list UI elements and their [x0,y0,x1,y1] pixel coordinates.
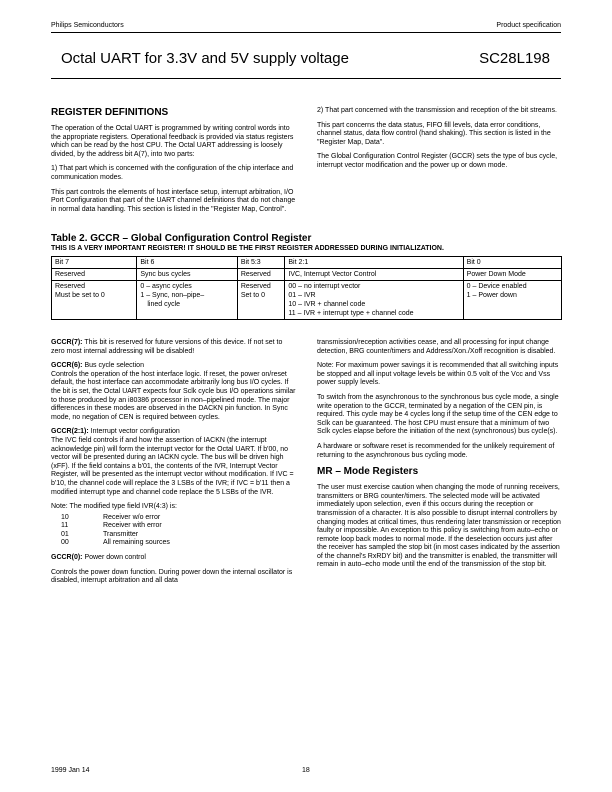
type-code: 00 [61,539,69,547]
table-row [52,269,562,281]
table-header-cell: Bit 5:3 [237,257,285,269]
type-description: Receiver w/o error [103,513,161,521]
ivr-type-list [51,514,297,548]
cell-line: Reserved [240,283,271,290]
mode-registers-heading: MR – Mode Registers [317,466,419,478]
bit-label: GCCR(0): [51,554,83,562]
list-item [51,514,297,523]
list-item [51,531,297,540]
gccr-table [51,256,562,320]
cell-line: Reserved [55,283,85,290]
gccr-bit-descriptions [51,339,297,592]
gccr21-description: The IVC field controls if and how the assertion of IACKN (the interrupt acknowledge pin) will form the interrupt vector for the Octal UART. If b'00, no vector will be presented during an IACKN cycle. The bus will be driven high (xFF). If the field contains a b'01, the contents of the IVR, Interrupt Vector Register, will be presented as the interrupt vector without modification. If IVC = b'10, the channel code will replace the 3 LSBs of the IVR; if IVC = b'11 then a modified interrupt type and channel code replace the 5 LSBs of the IVR. [51,436,294,496]
paragraph: The Global Configuration Control Register (GCCR) sets the type of bus cycle, interrupt vector modification and the power up or down mode. [317,153,558,169]
table-cell: Reserved [237,269,285,281]
bit-label-text: Interrupt vector configuration [88,428,180,436]
document-type: Product specification [496,22,561,29]
type-description: Transmitter [103,530,139,538]
gccr21-heading [51,428,297,437]
power-and-mode-section [317,339,562,576]
cell-line: 0 – Device enabled [466,283,527,290]
cell-line: 1 – Sync, non–pipe– [140,292,205,299]
table-cell: IVC, Interrupt Vector Control [285,269,463,281]
gccr0-description: Controls the power down function. During power down the internal oscillator is disabled, interrupt arbitration and all data [51,568,293,585]
table-header-cell: Bit 6 [137,257,237,269]
bit-label-text: Bus cycle selection [82,362,144,370]
paragraph: The operation of the Octal UART is programmed by writing control words into the appropriate registers. Operational feedback is provided via status registers which can be read by the host CPU. The Octal UART addressing is loosely divided, by the address bit A(7), into two parts: [51,125,294,158]
power-note: Note: For maximum power savings it is recommended that all switching inputs be stopped and all input voltage levels be within 0.5 volt of the Vcc and Vss power supply levels. [317,362,559,387]
cell-line: Must be set to 0 [55,292,105,299]
title-divider [51,78,561,79]
table-header-cell: Bit 7 [52,257,137,269]
table-header-row [52,257,562,269]
register-definitions-heading: REGISTER DEFINITIONS [51,107,169,118]
paragraph: To switch from the asynchronous to the synchronous bus cycle mode, a single write operation to the GCCR, terminated by a negation of the CEN pin, is required. This cycle may be 4 cycles long if the setup time of the CEN edge to Sclk can be guaranteed. The host CPU must ensure that a minimum of two Sclk cycles elapse before the initiation of the next (synchronous) bus cycle(s). [317,393,559,436]
type-code: 11 [61,522,69,530]
table-header-cell: Bit 0 [463,257,561,269]
table-cell: Reserved [52,269,137,281]
paragraph: A hardware or software reset is recommended for the unlikely requirement of returning to the asynchronous bus cycling mode. [317,442,555,459]
bit-label: GCCR(7): [51,339,83,346]
cell-line: 01 – IVR [288,292,316,299]
bit-label: GCCR(2:1): [51,428,89,436]
table-warning: THIS IS A VERY IMPORTANT REGISTER! IT SHOULD BE THE FIRST REGISTER ADDRESSED DURING INITIALIZATION. [51,245,444,252]
bit-label: GCCR(6): [51,362,83,370]
cell-line: 00 – no interrupt vector [288,283,361,290]
gccr0-heading [51,554,297,563]
gccr6-description: Controls the operation of the host interface logic. If reset, the power on/reset default, the host interface can accommodate arbitrarily long bus I/O cycles. If the bit is set, the Octal UART expects four Sclk cycle bus I/O operations similar to those produced by an i80386 processor in non–pipelined mode. The major differences in these modes are observed in the DACKN pin function. In Sync mode, no negation of CEN is required between cycles. [51,370,296,421]
cell-line: lined cycle [147,301,181,308]
register-definitions-right [317,107,562,177]
type-description: Receiver with error [103,522,162,530]
company-name: Philips Semiconductors [51,22,124,29]
paragraph: This part concerns the data status, FIFO fill levels, data error conditions, channel status, data flow control (hand shaking). This section is listed in the "Register Map, Data". [317,121,551,146]
table-cell: Power Down Mode [463,269,561,281]
register-definitions-left [51,107,297,220]
paragraph: transmission/reception activities cease, and all processing for input change detection, BRG counter/timers and Address/Xon./Xoff recognition is disabled. [317,339,556,355]
footer-date: 1999 Jan 14 [51,767,90,774]
note-intro: Note: The modified type field IVR(4:3) is: [51,503,177,511]
header-divider [51,32,561,33]
table-cell [52,281,137,320]
table-cell [463,281,561,320]
table-cell [137,281,237,320]
gccr6-heading [51,362,297,371]
gccr7-description [51,339,297,356]
part-number: SC28L198 [479,50,550,67]
cell-line: 0 – async cycles [140,283,192,290]
cell-line: Set to 0 [240,292,265,299]
list-item [51,539,297,548]
paragraph: This part controls the elements of host interface setup, interrupt arbitration, I/O Port Configuration that part of the UART channel definitions that do not change in normal data handling. This section is listed in the "Register Map, Control". [51,188,296,213]
bit-text: This bit is reserved for future versions of this device. If not set to zero most internal addressing will be disabled! [51,339,283,355]
table-header-cell: Bit 2:1 [285,257,463,269]
table-cell [285,281,463,320]
cell-line: 11 – IVR + interrupt type + channel code [288,310,414,317]
cell-line: 10 – IVR + channel code [288,301,366,308]
document-title: Octal UART for 3.3V and 5V supply voltage [61,50,349,67]
bit-label-text: Power down control [82,554,146,562]
paragraph: 2) That part concerned with the transmission and reception of the bit streams. [317,107,557,114]
table-title: Table 2. GCCR – Global Configuration Control Register [51,233,312,244]
mode-registers-description: The user must exercise caution when changing the mode of running receivers, transmitters or BRG counter/timers. The selected mode will be activated immediately upon selection, even if this occurs during the reception or transmission of a character. It is also possible to disrupt internal controllers by changing modes at critical times, thus rendering later transmission or reception faulty or impossible. An exception to this policy is switching from auto–echo or remote loop back modes to normal mode. If the deselection occurs just after the receiver has sampled the stop bit (in most cases indicated by the assertion of the channel's RxRDY bit) and the transmitter is enabled, the transmitter will remain in auto–echo mode until the end of the transmission of the stop bit. [317,484,561,569]
type-code: 10 [61,513,69,521]
paragraph: 1) That part which is concerned with the configuration of the chip interface and communication modes. [51,165,294,181]
table-cell: Sync bus cycles [137,269,237,281]
table-cell [237,281,285,320]
page-number: 18 [302,767,310,774]
table-row [52,281,562,320]
cell-line: 1 – Power down [466,292,517,299]
type-description: All remaining sources [103,539,170,547]
list-item [51,522,297,531]
type-code: 01 [61,530,69,538]
